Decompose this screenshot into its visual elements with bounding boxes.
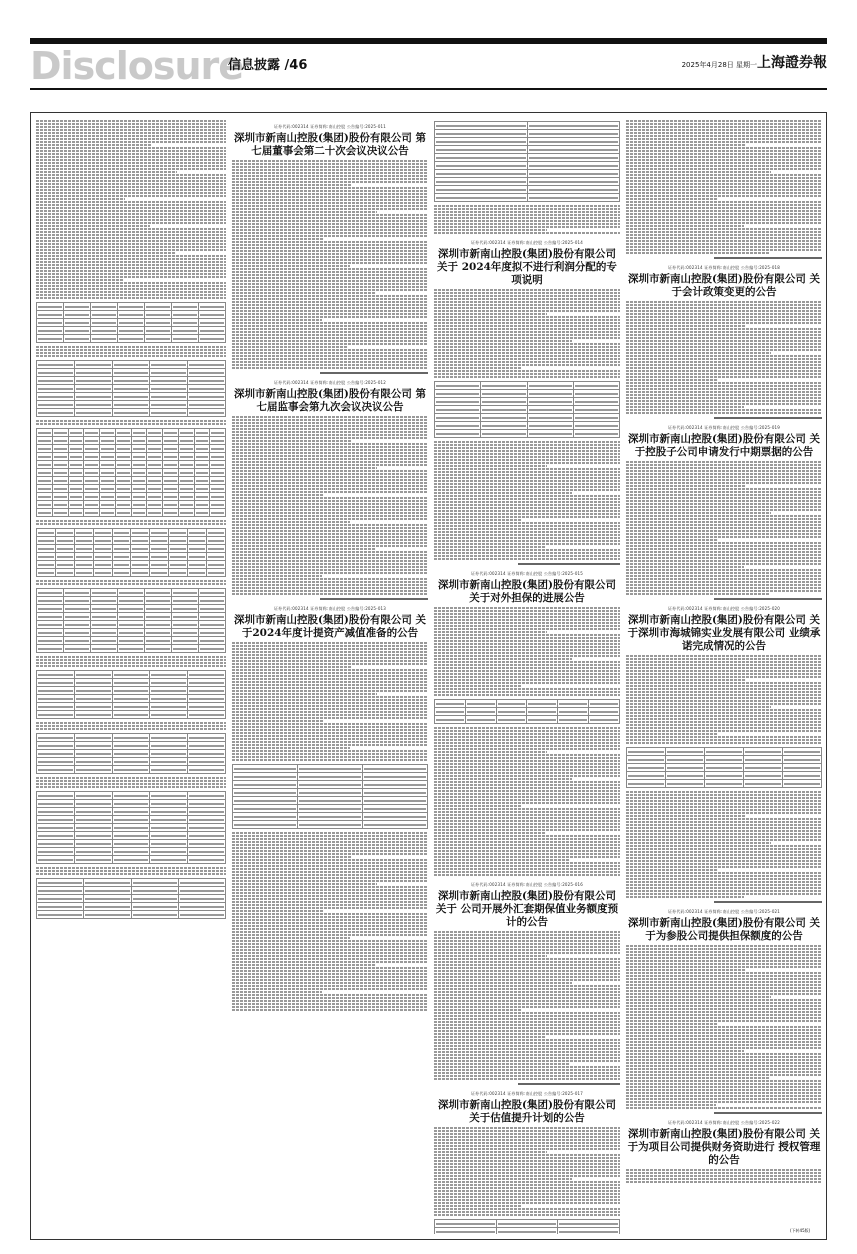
announcement-title: 深圳市新南山控股(集团)股份有限公司 第七届董事会第二十次会议决议公告	[233, 132, 427, 157]
announcement-code: 证券代码:002314 证券简称:南山控股 公告编号:2025-020	[667, 606, 781, 611]
data-table	[36, 360, 226, 417]
announcement-code: 证券代码:002314 证券简称:南山控股 公告编号:2025-017	[470, 1091, 584, 1096]
announcement	[626, 425, 822, 459]
dateline: 2025年4月28日 星期一	[681, 61, 757, 69]
announcement-title: 深圳市新南山控股(集团)股份有限公司 关于为项目公司提供财务资助进行 授权管理的公告	[627, 1128, 821, 1166]
announcement-title: 深圳市新南山控股(集团)股份有限公司 关于2024年度计提资产减值准备的公告	[233, 614, 427, 639]
column-4	[626, 118, 822, 1234]
announcement-title: 深圳市新南山控股(集团)股份有限公司关于 公司开展外汇套期保值业务额度预计的公告	[435, 890, 619, 928]
data-table	[36, 670, 226, 719]
announcement-title: 深圳市新南山控股(集团)股份有限公司 关于对外担保的进展公告	[438, 579, 616, 604]
data-table	[36, 428, 226, 517]
disclosure-banner: Disclosure	[30, 44, 244, 88]
data-table	[434, 699, 620, 724]
announcement-code: 证券代码:002314 证券简称:南山控股 公告编号:2025-021	[667, 909, 781, 914]
announcement-title: 深圳市新南山控股(集团)股份有限公司 第七届监事会第九次会议决议公告	[233, 388, 427, 413]
data-table	[36, 528, 226, 577]
data-table	[232, 764, 428, 829]
continued-note: (下转45版)	[790, 1228, 811, 1233]
announcement-code: 证券代码:002314 证券简称:南山控股 公告编号:2025-022	[667, 1120, 781, 1125]
data-table	[36, 878, 226, 919]
announcement	[626, 265, 822, 299]
data-table	[36, 791, 226, 864]
column-3	[434, 118, 620, 1234]
announcement	[232, 606, 428, 640]
announcement	[434, 240, 620, 287]
masthead	[30, 46, 827, 86]
announcement	[232, 380, 428, 414]
announcement	[626, 1120, 822, 1167]
announcement-title: 深圳市新南山控股(集团)股份有限公司关于 2024年度拟不进行利润分配的专项说明	[437, 248, 617, 286]
data-table	[36, 302, 226, 343]
announcement	[434, 1091, 620, 1125]
announcement-title: 深圳市新南山控股(集团)股份有限公司 关于控股子公司申请发行中期票据的公告	[627, 433, 821, 458]
data-table	[36, 733, 226, 774]
masthead-rule	[30, 88, 827, 90]
data-table	[434, 1219, 620, 1234]
data-table	[434, 121, 620, 202]
announcement-title: 深圳市新南山控股(集团)股份有限公司 关于深圳市海城锦实业发展有限公司 业绩承诺完成情况的公告	[627, 614, 821, 652]
announcement-code: 证券代码:002314 证券简称:南山控股 公告编号:2025-018	[667, 265, 781, 270]
announcement-code: 证券代码:002314 证券简称:南山控股 公告编号:2025-013	[273, 606, 387, 611]
announcement-title: 深圳市新南山控股(集团)股份有限公司 关于估值提升计划的公告	[438, 1099, 616, 1124]
announcement-code: 证券代码:002314 证券简称:南山控股 公告编号:2025-016	[470, 882, 584, 887]
announcement-code: 证券代码:002314 证券简称:南山控股 公告编号:2025-014	[470, 240, 584, 245]
announcement-title: 深圳市新南山控股(集团)股份有限公司 关于会计政策变更的公告	[627, 273, 821, 298]
announcement	[626, 909, 822, 943]
announcement	[434, 882, 620, 929]
data-table	[626, 747, 822, 788]
announcement-title: 深圳市新南山控股(集团)股份有限公司 关于为参股公司提供担保额度的公告	[627, 917, 821, 942]
paper-logo: 上海證券報	[757, 55, 827, 71]
data-table	[434, 381, 620, 438]
announcement-code: 证券代码:002314 证券简称:南山控股 公告编号:2025-019	[667, 425, 781, 430]
announcement	[232, 124, 428, 158]
column-1	[36, 118, 226, 1234]
section-label: 信息披露 /46	[228, 58, 308, 73]
announcement	[626, 606, 822, 653]
column-2	[232, 118, 428, 1234]
announcement-code: 证券代码:002314 证券简称:南山控股 公告编号:2025-015	[470, 571, 584, 576]
announcement-code: 证券代码:002314 证券简称:南山控股 公告编号:2025-011	[273, 124, 387, 129]
announcement-code: 证券代码:002314 证券简称:南山控股 公告编号:2025-012	[273, 380, 387, 385]
data-table	[36, 588, 226, 653]
announcement	[434, 571, 620, 605]
